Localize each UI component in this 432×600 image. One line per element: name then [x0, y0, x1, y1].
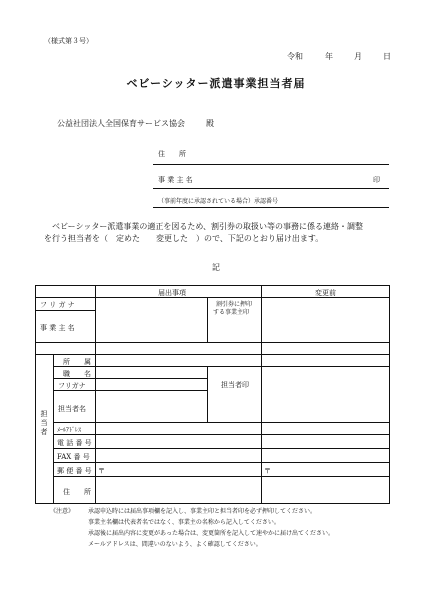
body-line-1: ベビーシッター派遣事業の適正を図るため、割引券の取扱い等の事務に係る連絡・調整 — [52, 222, 364, 231]
addressee-org: 公益社団法人全国保育サービス協会 — [57, 119, 185, 128]
form-title: ベビーシッター派遣事業担当者届 — [126, 77, 306, 90]
email-label: ﾒｰﾙｱﾄﾞﾚｽ — [57, 427, 82, 434]
furigana2-label: フリガナ — [58, 382, 86, 390]
position-label: 職 名 — [63, 370, 91, 378]
postal-mark-before: 〒 — [264, 467, 271, 475]
owner-line[interactable] — [153, 188, 389, 189]
date-month-unit: 月 — [354, 52, 362, 61]
phone-label: 電 話 番 号 — [57, 439, 92, 447]
notes-label: 《注意》 — [50, 508, 75, 515]
owner-table-label: 事 業 主 名 — [40, 324, 75, 332]
ki-label: 記 — [212, 263, 220, 272]
approval-note: （事前年度に承認されている場合）承認番号 — [158, 198, 279, 205]
person-name-label: 担当者名 — [58, 405, 86, 413]
address-line[interactable] — [153, 164, 389, 165]
date-era: 令和 — [287, 52, 303, 61]
fax-label: FAX 番 号 — [57, 453, 90, 461]
form-number: （様式第３号） — [44, 37, 93, 45]
date-day-unit: 日 — [383, 52, 391, 61]
furigana-label: フ リ ガ ナ — [40, 301, 75, 309]
date-year-unit: 年 — [325, 52, 333, 61]
dept-label: 所 属 — [63, 358, 91, 366]
seal-mark: 印 — [373, 176, 380, 184]
postal-mark: 〒 — [98, 467, 105, 475]
stamp-label-2: する事業主印 — [213, 309, 250, 316]
postal-label: 郵 便 番 号 — [57, 467, 92, 475]
header-item: 届出事項 — [158, 289, 186, 297]
note-item: 事業主名欄は代表者名ではなく、事業主の名称から記入してください。 — [88, 519, 280, 526]
header-before: 変更前 — [315, 289, 336, 297]
note-item: 承認後に届出内容に変更があった場合は、変更箇所を記入して速やかに届け出てください。 — [88, 530, 334, 537]
address-table-label: 住 所 — [63, 488, 91, 496]
note-item: メールアドレスは、間違いのないよう、よく確認してください。 — [88, 541, 262, 548]
address-label: 住 所 — [158, 150, 186, 158]
person-stamp-label: 担当者印 — [221, 381, 249, 389]
body-line-2: を行う担当者を（ 定めた 変更した ）ので、下記のとおり届け出ます。 — [44, 234, 324, 243]
stamp-label-1: 割引券に押印 — [216, 301, 253, 308]
person-group-label: 担当者 — [40, 410, 48, 436]
owner-label: 事 業 主 名 — [158, 176, 193, 184]
note-item: 承認申込時には届出事項欄を記入し、事業主印と担当者印を必ず押印してください。 — [88, 508, 317, 515]
addressee-honorific: 殿 — [206, 119, 214, 128]
approval-line[interactable] — [153, 207, 389, 208]
